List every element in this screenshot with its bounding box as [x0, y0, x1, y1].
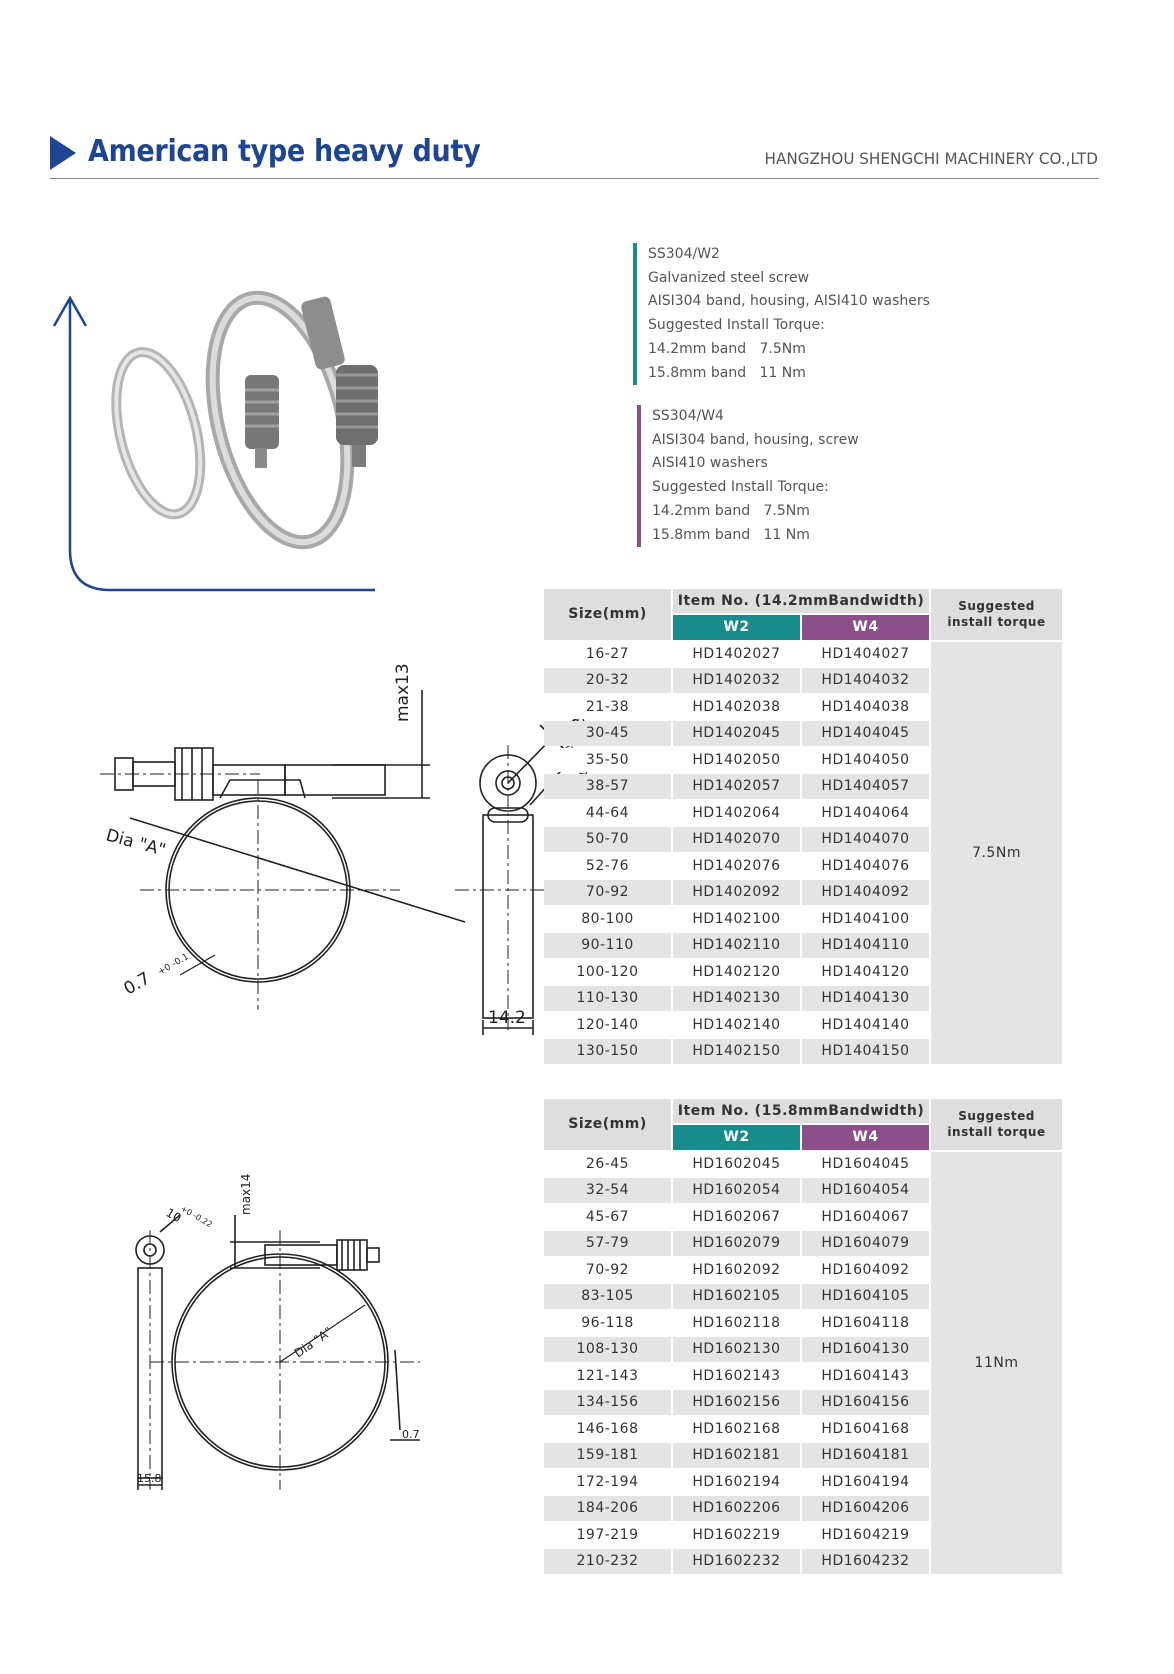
cell-w2: HD1402064	[673, 801, 800, 826]
spec-w2-line: SS304/W2	[648, 246, 720, 262]
cell-w2: HD1402027	[673, 642, 800, 667]
cell-size: 50-70	[544, 827, 671, 852]
cell-w4: HD1604143	[802, 1364, 929, 1389]
cell-w4: HD1404100	[802, 907, 929, 932]
cell-w2: HD1602054	[673, 1178, 800, 1203]
cell-size: 16-27	[544, 642, 671, 667]
cell-w2: HD1602130	[673, 1337, 800, 1362]
cell-w4: HD1404070	[802, 827, 929, 852]
cell-size: 210-232	[544, 1549, 671, 1574]
cell-w2: HD1402070	[673, 827, 800, 852]
cell-w4: HD1604092	[802, 1258, 929, 1283]
cell-size: 32-54	[544, 1178, 671, 1203]
spec-w2-line: 15.8mm band 11 Nm	[648, 364, 806, 381]
spec-w4	[637, 405, 992, 547]
drawing1-width-label: 14.2	[488, 1008, 526, 1028]
cell-size: 35-50	[544, 748, 671, 773]
drawing2-max-label: max14	[239, 1173, 253, 1215]
w4-header: W4	[802, 615, 929, 640]
cell-w2: HD1402057	[673, 774, 800, 799]
cell-w2: HD1402130	[673, 986, 800, 1011]
spec-w4-line: 14.2mm band 7.5Nm	[652, 502, 810, 519]
drawing2-thick-label: 0.7	[402, 1428, 420, 1441]
spec-w2-line: Galvanized steel screw	[648, 269, 810, 286]
header-divider	[50, 178, 1099, 179]
cell-w4: HD1604232	[802, 1549, 929, 1574]
table-row	[544, 1152, 1062, 1177]
spec-w2	[633, 243, 988, 385]
technical-drawing-15	[120, 1173, 450, 1490]
cell-size: 83-105	[544, 1284, 671, 1309]
cell-size: 130-150	[544, 1039, 671, 1064]
cell-size: 70-92	[544, 1258, 671, 1283]
cell-w2: HD1402038	[673, 695, 800, 720]
cell-size: 38-57	[544, 774, 671, 799]
cell-w4: HD1604206	[802, 1496, 929, 1521]
drawing2-dia-label: Dia "A"	[291, 1324, 335, 1361]
torque-value: 11Nm	[931, 1152, 1062, 1574]
spec-w4-line: Suggested Install Torque:	[652, 479, 829, 496]
cell-size: 110-130	[544, 986, 671, 1011]
spec-w2-line: 14.2mm band 7.5Nm	[648, 340, 806, 357]
cell-w4: HD1404110	[802, 933, 929, 958]
cell-size: 90-110	[544, 933, 671, 958]
cell-w2: HD1602079	[673, 1231, 800, 1256]
cell-w2: HD1602168	[673, 1417, 800, 1442]
cell-size: 134-156	[544, 1390, 671, 1415]
cell-w2: HD1602067	[673, 1205, 800, 1230]
cell-w2: HD1402032	[673, 668, 800, 693]
cell-size: 45-67	[544, 1205, 671, 1230]
cell-w4: HD1604079	[802, 1231, 929, 1256]
spec-w4-line: AISI410 washers	[652, 455, 768, 472]
title-arrow-icon	[50, 136, 76, 170]
cell-w4: HD1604168	[802, 1417, 929, 1442]
spec-w2-line: Suggested Install Torque:	[648, 317, 825, 334]
item-header: Item No. (14.2mmBandwidth)	[673, 589, 929, 613]
cell-w4: HD1604181	[802, 1443, 929, 1468]
table-15mm	[542, 1097, 1064, 1576]
cell-w2: HD1602045	[673, 1152, 800, 1177]
w4-header: W4	[802, 1125, 929, 1150]
cell-w4: HD1404045	[802, 721, 929, 746]
product-photo	[40, 280, 380, 600]
cell-w2: HD1402150	[673, 1039, 800, 1064]
page-title: American type heavy duty	[88, 134, 481, 169]
torque-value: 7.5Nm	[931, 642, 1062, 1064]
drawing2-hex-label: 10	[163, 1205, 184, 1226]
size-header: Size(mm)	[544, 1099, 671, 1150]
drawing1-thick-label: 0.7	[120, 968, 154, 1000]
cell-w2: HD1602118	[673, 1311, 800, 1336]
w2-header: W2	[673, 615, 800, 640]
size-header: Size(mm)	[544, 589, 671, 640]
drawing2-width-label: 15.8	[137, 1472, 162, 1485]
cell-w4: HD1604156	[802, 1390, 929, 1415]
spec-w4-line: AISI304 band, housing, screw	[652, 431, 859, 448]
cell-size: 120-140	[544, 1013, 671, 1038]
table-row	[544, 642, 1062, 667]
cell-w4: HD1604054	[802, 1178, 929, 1203]
cell-size: 57-79	[544, 1231, 671, 1256]
cell-w4: HD1404027	[802, 642, 929, 667]
table-body	[544, 1152, 1062, 1574]
cell-size: 197-219	[544, 1523, 671, 1548]
cell-size: 184-206	[544, 1496, 671, 1521]
cell-w2: HD1402110	[673, 933, 800, 958]
cell-size: 96-118	[544, 1311, 671, 1336]
cell-w2: HD1602156	[673, 1390, 800, 1415]
spec-w4-line: 15.8mm band 11 Nm	[652, 526, 810, 543]
cell-size: 121-143	[544, 1364, 671, 1389]
cell-w2: HD1602194	[673, 1470, 800, 1495]
cell-size: 70-92	[544, 880, 671, 905]
cell-w4: HD1404050	[802, 748, 929, 773]
cell-size: 52-76	[544, 854, 671, 879]
item-header: Item No. (15.8mmBandwidth)	[673, 1099, 929, 1123]
cell-w2: HD1402140	[673, 1013, 800, 1038]
cell-w4: HD1404130	[802, 986, 929, 1011]
cell-w4: HD1404032	[802, 668, 929, 693]
cell-size: 44-64	[544, 801, 671, 826]
cell-w4: HD1404092	[802, 880, 929, 905]
cell-size: 20-32	[544, 668, 671, 693]
drawing2-hex-tol: +0 -0.22	[179, 1203, 214, 1230]
cell-w2: HD1402050	[673, 748, 800, 773]
cell-w4: HD1604219	[802, 1523, 929, 1548]
table-body	[544, 642, 1062, 1064]
cell-w4: HD1404057	[802, 774, 929, 799]
technical-drawing-14	[100, 663, 526, 1030]
cell-w2: HD1402076	[673, 854, 800, 879]
cell-w2: HD1602206	[673, 1496, 800, 1521]
drawing1-max-label: max13	[393, 663, 413, 722]
drawing1-thick-tol: +0 -0.1	[156, 952, 191, 978]
cell-w2: HD1402120	[673, 960, 800, 985]
cell-w2: HD1602232	[673, 1549, 800, 1574]
cell-size: 21-38	[544, 695, 671, 720]
table-14mm	[542, 587, 1064, 1066]
cell-size: 108-130	[544, 1337, 671, 1362]
cell-w4: HD1604045	[802, 1152, 929, 1177]
cell-size: 100-120	[544, 960, 671, 985]
cell-w4: HD1404076	[802, 854, 929, 879]
cell-size: 146-168	[544, 1417, 671, 1442]
cell-w4: HD1604130	[802, 1337, 929, 1362]
spec-w2-line: AISI304 band, housing, AISI410 washers	[648, 293, 930, 310]
cell-w2: HD1402045	[673, 721, 800, 746]
drawing1-dia-label: Dia "A"	[103, 825, 168, 861]
cell-w4: HD1404140	[802, 1013, 929, 1038]
cell-w4: HD1604105	[802, 1284, 929, 1309]
cell-w2: HD1402100	[673, 907, 800, 932]
cell-w2: HD1602143	[673, 1364, 800, 1389]
cell-size: 159-181	[544, 1443, 671, 1468]
cell-size: 26-45	[544, 1152, 671, 1177]
cell-size: 30-45	[544, 721, 671, 746]
torque-header: Suggested install torque	[931, 589, 1062, 640]
cell-w4: HD1604118	[802, 1311, 929, 1336]
cell-w2: HD1602181	[673, 1443, 800, 1468]
cell-w4: HD1404150	[802, 1039, 929, 1064]
cell-w2: HD1602092	[673, 1258, 800, 1283]
cell-size: 80-100	[544, 907, 671, 932]
cell-w4: HD1604067	[802, 1205, 929, 1230]
spec-w4-line: SS304/W4	[652, 408, 724, 424]
cell-w2: HD1402092	[673, 880, 800, 905]
cell-w4: HD1404064	[802, 801, 929, 826]
cell-size: 172-194	[544, 1470, 671, 1495]
w2-header: W2	[673, 1125, 800, 1150]
cell-w2: HD1602105	[673, 1284, 800, 1309]
torque-header: Suggested install torque	[931, 1099, 1062, 1150]
cell-w2: HD1602219	[673, 1523, 800, 1548]
company-name: HANGZHOU SHENGCHI MACHINERY CO.,LTD	[764, 149, 1098, 168]
cell-w4: HD1404120	[802, 960, 929, 985]
cell-w4: HD1404038	[802, 695, 929, 720]
cell-w4: HD1604194	[802, 1470, 929, 1495]
